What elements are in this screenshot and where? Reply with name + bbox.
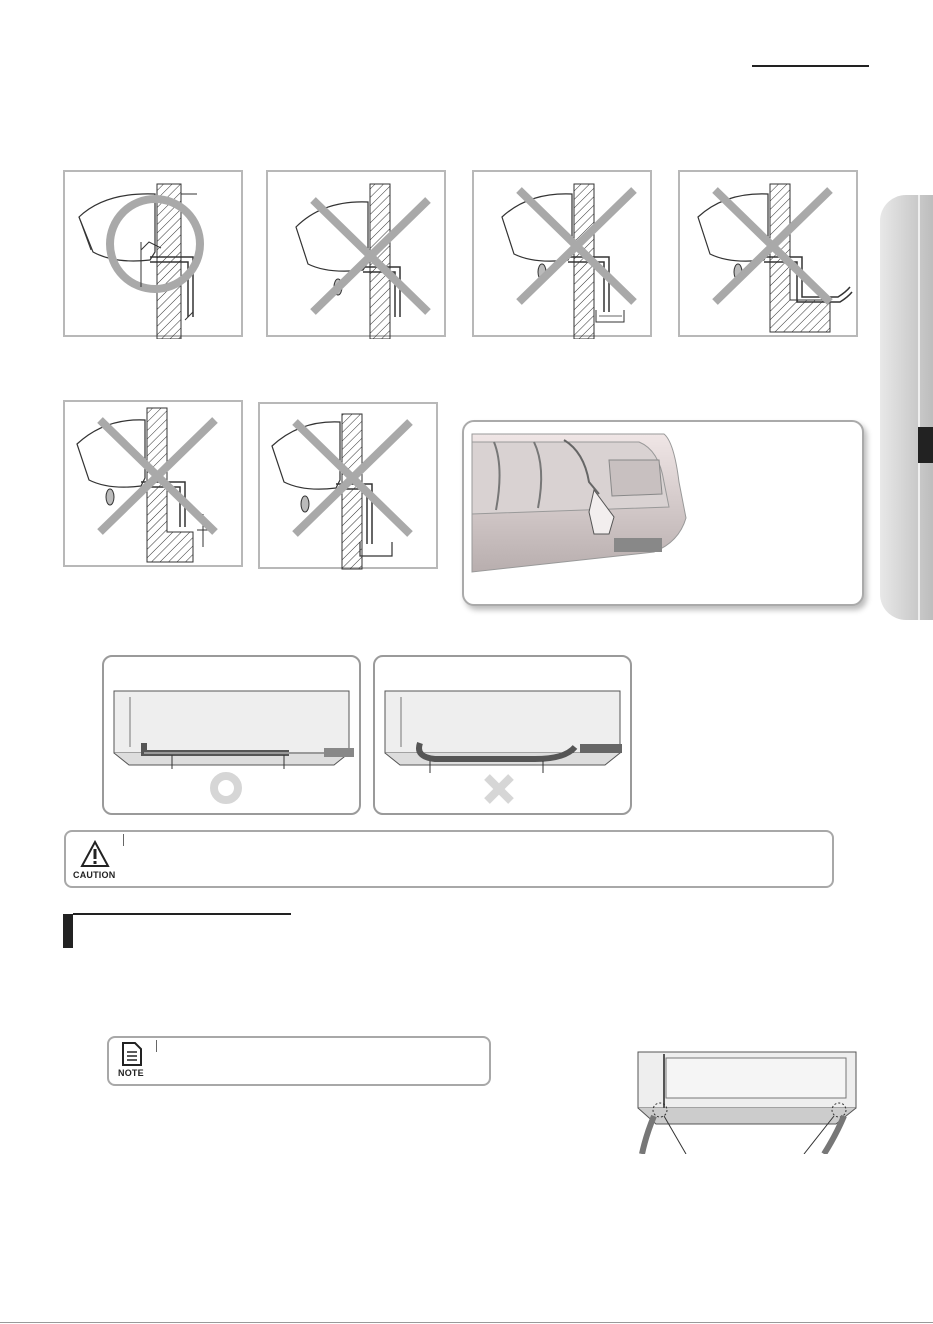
- drain-diagram-correct: [63, 170, 243, 337]
- note-box: [107, 1036, 491, 1086]
- indoor-unit-hose-correct: [104, 657, 363, 817]
- caution-box: [64, 830, 834, 888]
- caution-label: CAUTION: [73, 870, 116, 880]
- drain-test-photo-box: [462, 420, 864, 606]
- drain-diagram-incorrect-3: [678, 170, 858, 337]
- hose-correct-box: [102, 655, 361, 815]
- incorrect-drain-illustration-3: [680, 172, 860, 339]
- indoor-unit-water-test-illustration: [464, 422, 864, 606]
- side-tab-current-marker: [918, 427, 933, 463]
- incorrect-drain-illustration-4: [65, 402, 245, 569]
- chapter-side-tab: [880, 195, 933, 620]
- header-rule: [752, 65, 869, 67]
- incorrect-drain-illustration-2: [474, 172, 654, 339]
- water-drop-icon: [106, 489, 114, 505]
- side-tab-line: [918, 195, 920, 620]
- water-drop-icon: [301, 496, 309, 512]
- incorrect-drain-illustration: [268, 172, 448, 339]
- section-heading-rule: [73, 913, 291, 915]
- indoor-unit-hose-incorrect: [375, 657, 634, 817]
- cross-mark-icon: [487, 777, 511, 801]
- hose-incorrect-box: [373, 655, 632, 815]
- incorrect-drain-illustration-5: [260, 404, 440, 571]
- caution-separator: [123, 834, 124, 846]
- section-heading-bar: [63, 914, 73, 948]
- correct-drain-illustration: [65, 172, 245, 339]
- note-document-icon: [121, 1041, 143, 1067]
- note-separator: [156, 1040, 157, 1052]
- drain-diagram-incorrect-4: [63, 400, 243, 567]
- note-label: NOTE: [118, 1068, 144, 1078]
- warning-triangle-icon: [80, 840, 110, 868]
- drain-diagram-incorrect-5: [258, 402, 438, 569]
- correct-mark-icon: [214, 776, 238, 800]
- footer-rule: [0, 1322, 933, 1323]
- drain-diagram-incorrect-1: [266, 170, 446, 337]
- drain-diagram-incorrect-2: [472, 170, 652, 337]
- indoor-unit-bottom-view: [636, 1050, 858, 1154]
